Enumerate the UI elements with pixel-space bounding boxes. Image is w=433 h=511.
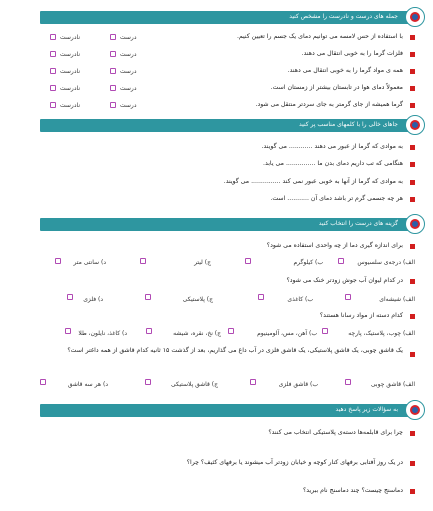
bullet-icon	[410, 279, 415, 284]
false-checkbox[interactable]	[50, 34, 56, 40]
false-checkbox[interactable]	[50, 85, 56, 91]
mc-option-checkbox[interactable]	[258, 294, 264, 300]
tf-statement: همه ی مواد گرما را به خوبی انتقال می دهند.	[287, 67, 403, 74]
bullet-icon	[410, 461, 415, 466]
mc-option: ب) آهن، مس، آلومینیوم	[257, 330, 317, 337]
true-checkbox[interactable]	[110, 51, 116, 57]
bullet-icon	[410, 352, 415, 357]
mc-option-checkbox[interactable]	[55, 258, 61, 264]
fill-blank-item: هنگامی که تب داریم دمای بدن ما ............... می یابد.	[263, 160, 403, 167]
tf-statement: گرما همیشه از جای گرمتر به جای سردتر منتقل می شود.	[255, 101, 403, 108]
section-title: به سؤالات زیر پاسخ دهید	[335, 406, 398, 413]
section-header-true-false	[40, 11, 418, 24]
fill-blank-item: هر چه جسمی گرم تر باشد دمای آن ........... است.	[270, 195, 403, 202]
false-label: نادرست	[60, 34, 80, 41]
mc-option: ج) قاشق پلاستیکی	[171, 381, 218, 388]
true-label: درست	[120, 68, 137, 75]
mc-option-checkbox[interactable]	[145, 379, 151, 385]
mc-option-checkbox[interactable]	[245, 258, 251, 264]
fill-blank-item: به موادی که گرما از عبور می دهند ............ می گویند.	[261, 143, 403, 150]
section-title: جاهای خالی را با کلمهای مناسب پر کنید	[299, 121, 398, 128]
mc-question: یک قاشق چوبی، یک قاشق پلاستیکی، یک قاشق فلزی در آب داغ می گذاریم، بعد از گذشت ۱۵ ثانیه کدام قاشق از همه داغتر است؟	[67, 347, 403, 354]
bullet-icon	[410, 431, 415, 436]
mc-question: برای اندازه گیری دما از چه واحدی استفاده می شود؟	[266, 242, 403, 249]
section-header-multiple-choice	[40, 218, 418, 231]
section-logo-icon	[405, 115, 425, 135]
bullet-icon	[410, 145, 415, 150]
mc-question: در کدام لیوان آب جوش زودتر خنک می شود؟	[286, 277, 403, 284]
mc-option-checkbox[interactable]	[65, 328, 71, 334]
bullet-icon	[410, 103, 415, 108]
mc-option-checkbox[interactable]	[145, 294, 151, 300]
mc-option: د) فلزی	[83, 296, 103, 303]
tf-statement: فلزات گرما را به خوبی انتقال می دهند.	[301, 50, 403, 57]
bullet-icon	[410, 69, 415, 74]
mc-option: ج) نخ، نقره، شیشه	[173, 330, 221, 337]
mc-question: کدام دسته از مواد رسانا هستند؟	[319, 312, 403, 319]
bullet-icon	[410, 244, 415, 249]
section-header-open-questions	[40, 404, 418, 417]
mc-option: ج) لیتر	[194, 259, 211, 266]
section-logo-icon	[405, 214, 425, 234]
open-question: چرا برای قابلمه‌ها دسته‌ی پلاستیکی انتخاب می کنند؟	[268, 429, 403, 436]
mc-option: ج) پلاستیکی	[182, 296, 213, 303]
bullet-icon	[410, 35, 415, 40]
false-label: نادرست	[60, 85, 80, 92]
false-label: نادرست	[60, 102, 80, 109]
mc-option-checkbox[interactable]	[146, 328, 152, 334]
bullet-icon	[410, 52, 415, 57]
mc-option-checkbox[interactable]	[228, 328, 234, 334]
mc-option: د) کاغذ، نایلون، طلا	[78, 330, 127, 337]
section-logo-icon	[405, 7, 425, 27]
true-label: درست	[120, 85, 137, 92]
mc-option-checkbox[interactable]	[322, 328, 328, 334]
mc-option: ب) کیلوگرم	[293, 259, 323, 266]
mc-option: الف) چوب، پلاستیک، پارچه	[348, 330, 415, 337]
bullet-icon	[410, 314, 415, 319]
mc-option: الف) قاشق چوبی	[370, 381, 415, 388]
tf-statement: معمولاً دمای هوا در تابستان بیشتر از زمستان است.	[270, 84, 403, 91]
mc-option: ب) کاغذی	[287, 296, 313, 303]
bullet-icon	[410, 489, 415, 494]
false-checkbox[interactable]	[50, 51, 56, 57]
open-question: در یک روز آفتابی برفهای کنار کوچه و خیابان زودتر آب میشوند یا برفهای کثیف؟ چرا؟	[186, 459, 403, 466]
bullet-icon	[410, 197, 415, 202]
mc-option: د) سانتی متر	[73, 259, 106, 266]
true-checkbox[interactable]	[110, 85, 116, 91]
false-checkbox[interactable]	[50, 68, 56, 74]
mc-option-checkbox[interactable]	[67, 294, 73, 300]
mc-option-checkbox[interactable]	[338, 258, 344, 264]
mc-option: د) هر سه قاشق	[67, 381, 108, 388]
true-checkbox[interactable]	[110, 102, 116, 108]
true-label: درست	[120, 102, 137, 109]
tf-statement: با استفاده از حس لامسه می توانیم دمای یک جسم را تعیین کنیم.	[236, 33, 403, 40]
section-header-fill-blank	[40, 119, 418, 132]
true-checkbox[interactable]	[110, 68, 116, 74]
fill-blank-item: به موادی که گرما از آنها به خوبی عبور نمی کند ............... می گویند.	[223, 178, 403, 185]
mc-option: الف) درجه‌ی سلسیوس	[357, 259, 415, 266]
true-label: درست	[120, 34, 137, 41]
section-title: جمله های درست و نادرست را مشخص کنید	[289, 13, 398, 20]
mc-option-checkbox[interactable]	[140, 258, 146, 264]
false-label: نادرست	[60, 68, 80, 75]
true-label: درست	[120, 51, 137, 58]
mc-option: ب) قاشق فلزی	[278, 381, 318, 388]
mc-option-checkbox[interactable]	[250, 379, 256, 385]
mc-option: الف) شیشه‌ای	[379, 296, 415, 303]
mc-option-checkbox[interactable]	[345, 294, 351, 300]
mc-option-checkbox[interactable]	[40, 379, 46, 385]
section-logo-icon	[405, 400, 425, 420]
mc-option-checkbox[interactable]	[345, 379, 351, 385]
bullet-icon	[410, 86, 415, 91]
false-label: نادرست	[60, 51, 80, 58]
false-checkbox[interactable]	[50, 102, 56, 108]
true-checkbox[interactable]	[110, 34, 116, 40]
section-title: گزینه های درست را انتخاب کنید	[318, 220, 398, 227]
bullet-icon	[410, 162, 415, 167]
open-question: دماسنج چیست؟ چند دماسنج نام ببرید؟	[302, 487, 403, 494]
bullet-icon	[410, 180, 415, 185]
